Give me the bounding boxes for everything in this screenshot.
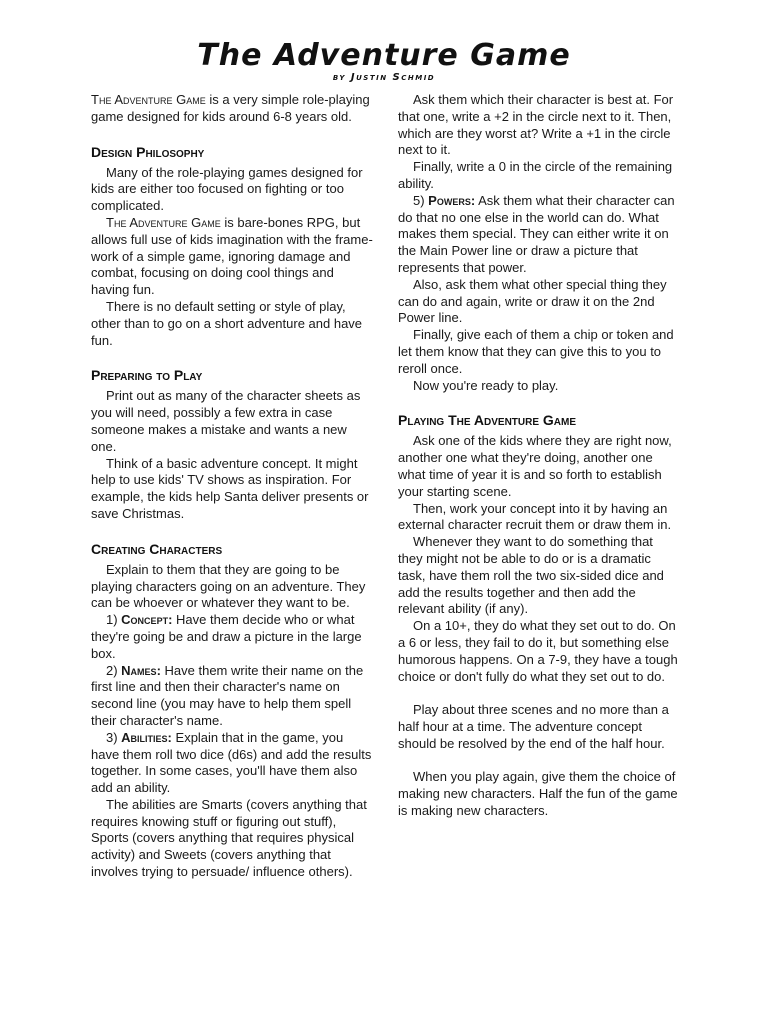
step-text: Have them decide who or what they're going be and draw a picture in the large box. [91, 612, 362, 661]
page-title: The Adventure Game [197, 38, 571, 73]
step-number: 3) [106, 729, 122, 745]
ready-paragraph: Now you're ready to play. [413, 377, 559, 393]
heading-preparing-to-play: Preparing to Play [91, 367, 203, 384]
finally-zero-paragraph: Finally, write a 0 in the circle of the remaining ability. [398, 159, 673, 191]
paragraph-gap [398, 752, 680, 769]
step-text: Ask them what their character can do that no one else in the world can do. What makes them special. They can either write it on the Main Power line or draw a picture that represents that power. [398, 192, 675, 275]
step-abilities [91, 730, 373, 797]
playing-paragraph-6: When you play again, give them the choice of making new characters. Half the fun of the game is making new characters. [398, 769, 678, 818]
design-paragraph-2-text: is bare-bones RPG, but allows full use of kids imagination with the frame-work of a simple game, ignoring damage and combat, focusing on doing cool things and having fun. [91, 214, 373, 298]
intro-paragraph [91, 92, 373, 126]
left-column [91, 92, 373, 881]
step-number: 1) [106, 612, 122, 628]
step-text: Explain that in the game, you have them roll two dice (d6s) and add the results together. In some cases, you'll have them also add an ability. [91, 729, 372, 796]
playing-paragraph-4: On a 10+, they do what they set out to do. On a 6 or less, they fail to do it, but something else humorous happens. On a 7-9, they have a tough choice or don't fully do what they set out to do. [398, 618, 678, 684]
intro-text: is a very simple role-playing game designed for kids around 6-8 years old. [91, 92, 370, 124]
playing-paragraph-2: Then, work your concept into it by having an external character recruit them or draw them in. [398, 500, 672, 533]
step-text: Have them write their name on the first line and then their character's name on second line (you may have to help them spell their character's name. [91, 662, 364, 728]
step-label: Abilities: [121, 729, 172, 745]
step-label: Concept: [121, 612, 173, 628]
heading-design-philosophy: Design Philosophy [91, 143, 205, 160]
powers-paragraph-2: Also, ask them what other special thing they can do and again, write or draw it on the 2nd Power line. [398, 276, 667, 326]
playing-paragraph-3: Whenever they want to do something that they might not be able to do or is a dramatic task, have them roll the two six-sided dice and add the results together and then add the relevant ability (if any). [398, 534, 664, 617]
step-names [91, 663, 373, 730]
powers-paragraph-3: Finally, give each of them a chip or token and let them know that they can give this to you to reroll once. [398, 327, 674, 376]
right-column [398, 92, 680, 820]
step-label: Powers: [428, 192, 476, 208]
abilities-paragraph-2: The abilities are Smarts (covers anything that requires knowing stuff or figuring out stuff), Sports (covers anything that requires physical activity) and Sweets (covers anything that involves trying to persuade/ influence others). [91, 796, 367, 880]
playing-paragraph-1: Ask one of the kids where they are right now, another one what they're doing, another one what time of year it is and so forth to establish your starting scene. [398, 433, 672, 499]
step-concept [91, 612, 373, 662]
heading-creating-characters: Creating Characters [91, 540, 223, 557]
design-paragraph-2 [91, 215, 373, 299]
playing-paragraph-5: Play about three scenes and no more than a half hour at a time. The adventure concept should be resolved by the end of the half hour. [398, 702, 669, 751]
step-label: Names: [121, 662, 161, 678]
preparing-paragraph-1: Print out as many of the character sheets as you will need, possibly a few extra in case someone makes a mistake and wants a new one. [91, 388, 361, 454]
game-name: The Adventure Game [106, 214, 221, 230]
preparing-paragraph-2: Think of a basic adventure concept. It might help to use kids' TV shows as inspiration. For example, the kids help Santa deliver presents or save Christmas. [91, 455, 369, 521]
step-number: 5) [413, 192, 429, 208]
step-powers [398, 193, 680, 277]
step-number: 2) [106, 662, 122, 678]
design-paragraph-1: Many of the role-playing games designed for kids are either too focused on fighting or too complicated. [91, 164, 363, 214]
game-name: The Adventure Game [91, 92, 206, 107]
heading-playing-the-adventure-game: Playing The Adventure Game [398, 412, 577, 429]
author-byline: by Justin Schmid [332, 72, 436, 83]
paragraph-gap [398, 685, 680, 702]
creating-paragraph-1: Explain to them that they are going to be playing characters going on an adventure. They can be whoever or whatever they want to be. [91, 561, 366, 611]
design-paragraph-3: There is no default setting or style of play, other than to go on a short adventure and have fun. [91, 298, 363, 348]
best-at-paragraph: Ask them which their character is best at. For that one, write a +2 in the circle next to it. Then, which are they worst at? Write a +1 in the circle next to it. [398, 92, 674, 158]
